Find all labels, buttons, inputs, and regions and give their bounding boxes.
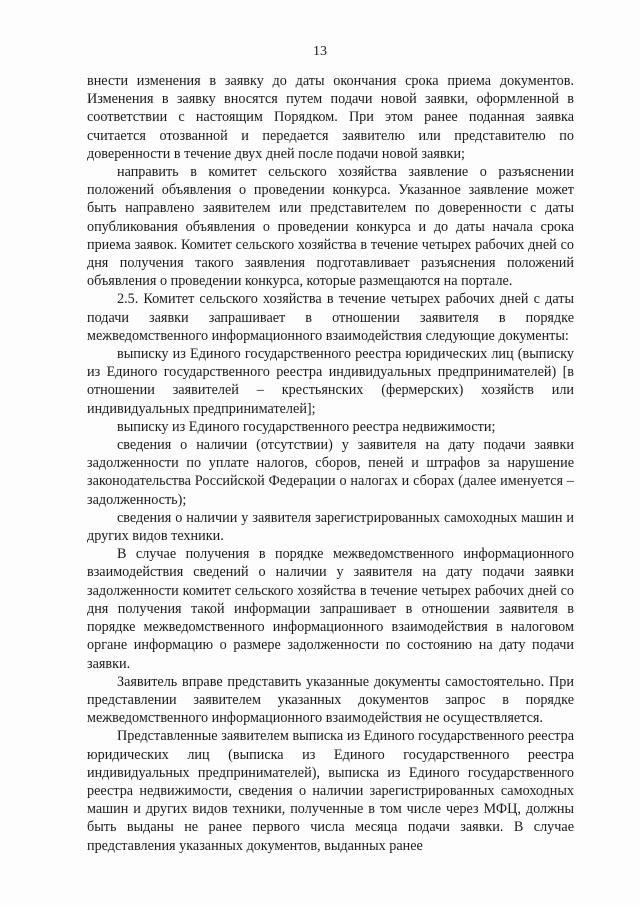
paragraph: В случае получения в порядке межведомственного информационного взаимодействия сведений о наличии у заявителя на дату подачи заявки задолженности комитет сельского хозяйства в течение четырех рабочих дней со дня получения такой информации запрашивает в отношении заявителя в порядке межведомственного информационного взаимодействия в налоговом органе информацию о размере задолженности по состоянию на дату подачи заявки. bbox=[87, 546, 574, 672]
paragraph: сведения о наличии у заявителя зарегистрированных самоходных машин и других видов техники. bbox=[87, 509, 574, 545]
page-number: 13 bbox=[313, 44, 327, 59]
paragraph: Заявитель вправе представить указанные документы самостоятельно. При представлении заявителем указанных документов запрос в порядке межведомственного информационного взаимодействия не осуществляется. bbox=[87, 673, 574, 727]
paragraph: выписку из Единого государственного реестра юридических лиц (выписку из Единого государственного реестра индивидуальных предпринимателей) [в отношении заявителей – крестьянских (фермерских) хозяйств или индивидуальных предпринимателей]; bbox=[87, 346, 574, 417]
paragraph: выписку из Единого государственного реестра недвижимости; bbox=[117, 418, 496, 435]
paragraph: Представленные заявителем выписка из Единого государственного реестра юридических лиц (выписка из Единого государственного реестра индивидуальных предпринимателей), выписка из Единого государственного реестра недвижимости, сведения о наличии зарегистрированных самоходных машин и других видов техники, полученные в том числе через МФЦ, должны быть выданы не ранее первого числа месяца подачи заявки. В случае представления указанных документов, выданных ранее bbox=[87, 728, 574, 854]
paragraph: сведения о наличии (отсутствии) у заявителя на дату подачи заявки задолженности по уплате налогов, сборов, пеней и штрафов за нарушение законодательства Российской Федерации о налогах и сборах (далее именуется – задолженность); bbox=[87, 437, 574, 508]
paragraph: направить в комитет сельского хозяйства заявление о разъяснении положений объявления о проведении конкурса. Указанное заявление может быть направлено заявителем или представителем по доверенности с даты опубликования объявления о проведении конкурса и до даты начала срока приема заявок. Комитет сельского хозяйства в течение четырех рабочих дней со дня получения такого заявления подготавливает разъяснения положений объявления о проведении конкурса, которые размещаются на портале. bbox=[87, 164, 574, 290]
body-text bbox=[87, 72, 574, 855]
paragraph: внести изменения в заявку до даты окончания срока приема документов. Изменения в заявку вносятся путем подачи новой заявки, оформленной в соответствии с настоящим Порядком. При этом ранее поданная заявка считается отозванной и передается заявителю или представителю по доверенности в течение двух дней после подачи новой заявки; bbox=[87, 73, 574, 162]
paragraph: 2.5. Комитет сельского хозяйства в течение четырех рабочих дней с даты подачи заявки запрашивает в отношении заявителя в порядке межведомственного информационного взаимодействия следующие документы: bbox=[87, 291, 574, 344]
